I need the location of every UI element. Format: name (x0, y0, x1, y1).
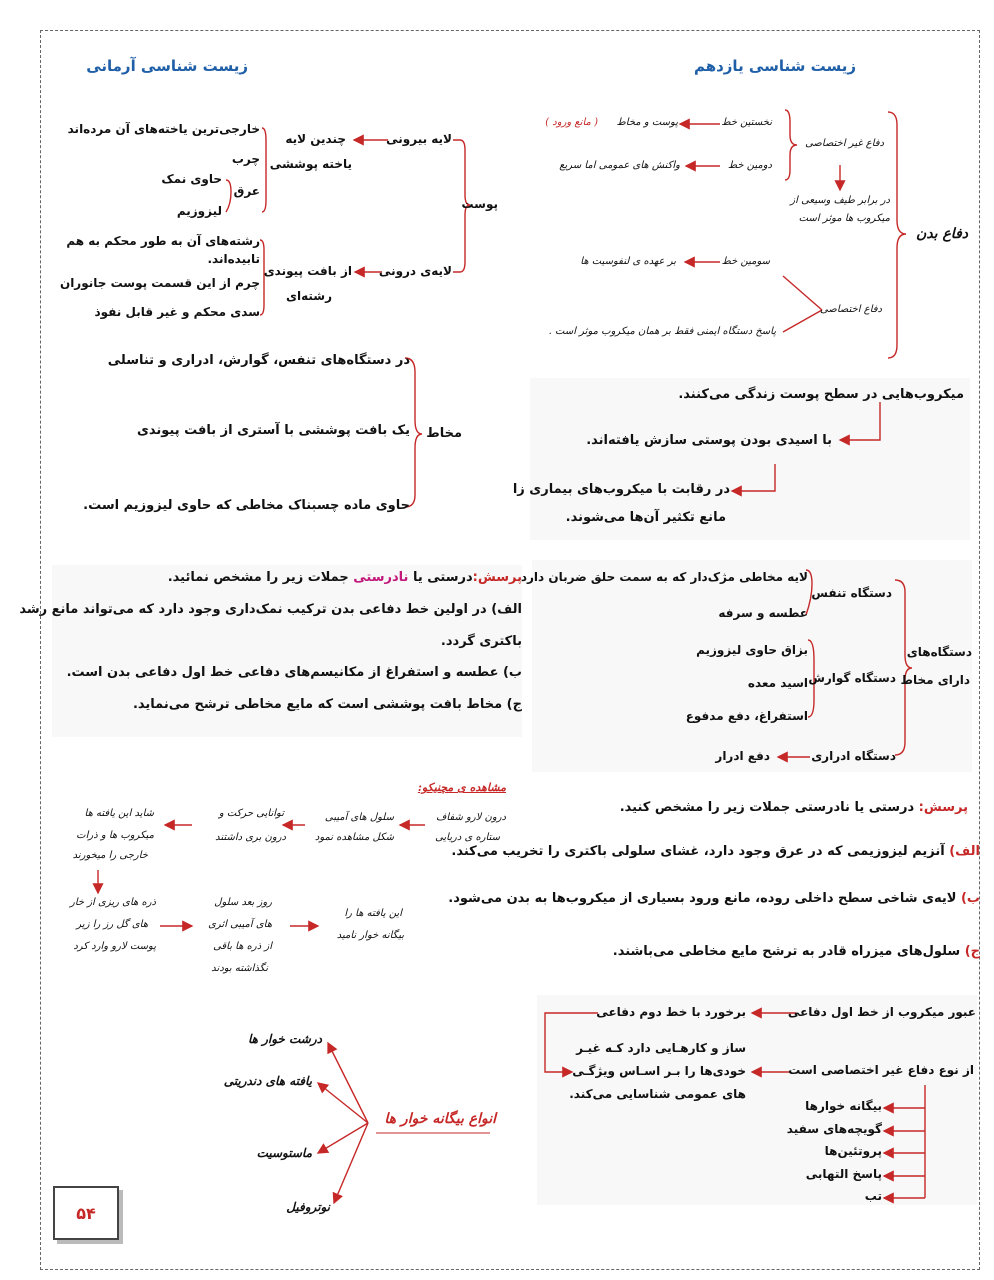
question2-lead (620, 800, 968, 816)
skin-outer-item: عرق (233, 184, 260, 198)
second-line-item: پاسخ التهابی (805, 1167, 882, 1181)
question1-label: پرسش: (472, 570, 522, 585)
observation-node-4: میکروب ها و ذرات (76, 830, 154, 841)
question2-item (448, 891, 980, 907)
skin-microbes-item: میکروب‌هایی در سطح پوست زندگی می‌کنند. (678, 387, 964, 402)
skin-microbes-item: با اسیدی بودن پوستی سازش یافته‌اند. (586, 433, 832, 448)
phagocyte-item: یافته های دندریتی (223, 1074, 312, 1088)
observation-node-5: های گل رز را زیر (76, 919, 148, 930)
second-line-type: از نوع دفاع غیر اختصاصی است (788, 1063, 974, 1077)
skin-inner-item: چرم از این قسمت پوست جانوران (59, 276, 260, 290)
line3-desc: بر عهده ی لنفوسیت ها (580, 256, 676, 267)
question2-text: لایه‌ی شاخی سطح داخلی روده، مانع ورود بسیاری از میکروب‌ها به بدن می‌شود. (448, 891, 961, 906)
nonspecific-desc-2: میکروب ها موثر است (798, 213, 890, 224)
second-line-mech: های عمومی شناسایی می‌کند. (569, 1087, 746, 1101)
observation-node-3: درون بری داشتند (215, 832, 286, 843)
skin-outer-item: خارجی‌ترین یاخته‌های آن مرده‌اند (67, 122, 260, 136)
nonspecific-label: دفاع غیر اختصاصی (805, 138, 884, 149)
observation-node-2: شکل مشاهده نمود (314, 832, 394, 843)
question1-highlight: نادرستی (353, 570, 409, 585)
dig-item: استفراغ، دفع مدفوع (685, 709, 808, 723)
observation-node-7: بیگانه خوار نامید (336, 930, 404, 941)
observation-node-4: شاید این یافته ها (84, 808, 154, 819)
skin-outer-item: لیزوزیم (176, 204, 222, 218)
skin-microbes-item: در رقابت با میکروب‌های بیماری زا (512, 482, 730, 497)
skin-outer-child-2: یاخته پوششی (269, 157, 352, 171)
resp-label: دستگاه تنفس (811, 586, 892, 600)
skin-inner-child-2: رشته‌ای (286, 289, 332, 303)
second-line-mech: خودی‌ها را بـر اسـاس ویژگـی (572, 1064, 746, 1078)
mucus-item: یک بافت پوششی با آستری از بافت پیوندی (136, 423, 410, 438)
observation-node-6: روز بعد سلول (214, 897, 272, 908)
question1-lead (168, 570, 522, 586)
heading-right: زیست شناسی یازدهم (693, 57, 856, 75)
second-line-item: پروتئین‌ها (824, 1144, 882, 1158)
observation-node-4: خارجی را میخورند (72, 850, 148, 861)
skin-outer: لایه بیرونی (386, 132, 452, 146)
question2-letter: الف) (949, 844, 980, 859)
urin-label: دستگاه ادراری (811, 749, 896, 763)
specific-desc: پاسخ دستگاه ایمنی فقط بر همان میکروب موثر است . (548, 326, 776, 337)
skin-inner-child-1: از بافت پیوندی (263, 264, 352, 278)
nonspecific-desc-1: در برابر طیف وسیعی از (790, 195, 890, 206)
line1-desc: پوست و مخاط (616, 117, 678, 128)
question1-item: ب) عطسه و استفراغ از مکانیسم‌های دفاعی خط اول دفاعی بدن است. (66, 665, 522, 680)
second-line-item: بیگانه خوارها (805, 1099, 882, 1113)
observation-node-7: این یافته ها را (344, 908, 402, 919)
question1-lead-b: جملات زیر را مشخص نمائید. (167, 570, 354, 585)
skin-outer-child-1: چندین لایه (285, 132, 346, 146)
dig-item: اسید معده (747, 676, 808, 690)
second-line-meet: برخورد با خط دوم دفاعی (596, 1005, 746, 1019)
second-line-item: تب (864, 1189, 882, 1203)
observation-node-6: نگذاشته بودند (211, 963, 268, 974)
observation-node-6: از ذره ها باقی (213, 941, 272, 952)
resp-item: لایه مخاطی مژک‌دار که به سمت حلق ضربان دارد (520, 570, 808, 584)
observation-node-5: ذره های ریزی از خار (69, 897, 156, 908)
question1-item: الف) در اولین خط دفاعی بدن ترکیب نمک‌داری وجود دارد که می‌تواند مانع رشد (19, 602, 522, 617)
mucus-root: مخاط (426, 426, 462, 441)
second-line-pass: عبور میکروب از خط اول دفاعی (787, 1005, 976, 1019)
mucus-systems-panel (532, 560, 972, 772)
question2-letter: ب) (960, 891, 980, 906)
question2-item (451, 844, 980, 860)
skin-inner-item: سدی محکم و غیر قابل نفوذ (94, 305, 260, 319)
mucus-systems-root-1: دستگاه‌های (906, 645, 972, 659)
observation-node-3: توانایی حرکت و (218, 808, 284, 819)
line2-label: دومین خط (727, 160, 772, 171)
question2-letter: ج) (964, 944, 980, 959)
observation-node-2: سلول های آمیبی (324, 812, 394, 823)
second-line-mech: ساز و کارهـایی دارد کـه غیـر (576, 1041, 746, 1055)
phagocyte-item: نوتروفیل (286, 1200, 330, 1214)
second-line-item: گویچه‌های سفید (786, 1122, 882, 1136)
line3-label: سومین خط (721, 256, 770, 267)
skin-inner: لایه‌ی درونی (378, 264, 452, 278)
line2-desc: واکنش های عمومی اما سریع (559, 160, 680, 171)
mucus-item: در دستگاه‌های تنفس، گوارش، ادراری و تناسلی (107, 353, 410, 368)
dig-label: دستگاه گوارش (808, 671, 896, 685)
skin-inner-item: تابیده‌اند. (207, 252, 260, 266)
resp-item: عطسه و سرفه (718, 606, 808, 620)
page-number: ۵۴ (53, 1186, 119, 1240)
skin-outer-item: حاوی نمک (161, 172, 222, 186)
question2-item (613, 944, 980, 960)
observation-node-1: ستاره ی دریایی (435, 832, 500, 843)
line1-label: نخستین خط (721, 117, 772, 128)
skin-inner-item: رشته‌های آن به طور محکم به هم (66, 234, 260, 248)
observation-node-5: پوست لارو وارد کرد (73, 941, 156, 952)
urin-item: دفع ادرار (715, 749, 770, 763)
observation-title: مشاهده ی مچنیکو: (417, 781, 506, 794)
dig-item: بزاق حاوی لیزوزیم (696, 643, 808, 657)
question1-lead-a: درستی یا (408, 570, 473, 585)
question2-label: پرسش: (918, 800, 968, 815)
mucus-systems-root-2: دارای مخاط (900, 673, 970, 687)
body-defense-root: دفاع بدن (916, 226, 968, 242)
heading-left: زیست شناسی آرمانی (86, 57, 248, 75)
specific-label: دفاع اختصاصی (820, 304, 882, 315)
skin-root: پوست (461, 197, 498, 211)
question1-item: ج) مخاط بافت پوششی است که مایع مخاطی ترشح می‌نماید. (132, 697, 522, 712)
phagocyte-item: ماستوسیت (256, 1146, 312, 1160)
question1-item: باکتری گردد. (440, 634, 522, 649)
skin-outer-item: چرب (231, 152, 260, 166)
question2-lead-text: درستی یا نادرستی جملات زیر را مشخص کنید. (619, 800, 919, 815)
skin-microbes-item: مانع تکثیر آن‌ها می‌شوند. (565, 510, 726, 525)
mucus-item: حاوی ماده چسبناک مخاطی که حاوی لیزوزیم است. (83, 498, 410, 513)
line1-note: ( مانع ورود ) (545, 117, 598, 128)
question2-text: سلول‌های میزراه قادر به ترشح مایع مخاطی می‌باشند. (612, 944, 965, 959)
question2-text: آنزیم لیزوزیمی که در عرق وجود دارد، غشای سلولی باکتری را تخریب می‌کند. (451, 844, 950, 859)
phagocyte-item: درشت خوار ها (247, 1032, 322, 1046)
observation-node-6: های آمیبی اثری (208, 919, 272, 930)
phagocytes-root: انواع بیگانه خوار ها (384, 1111, 496, 1127)
observation-node-1: درون لارو شفاف (435, 812, 506, 823)
